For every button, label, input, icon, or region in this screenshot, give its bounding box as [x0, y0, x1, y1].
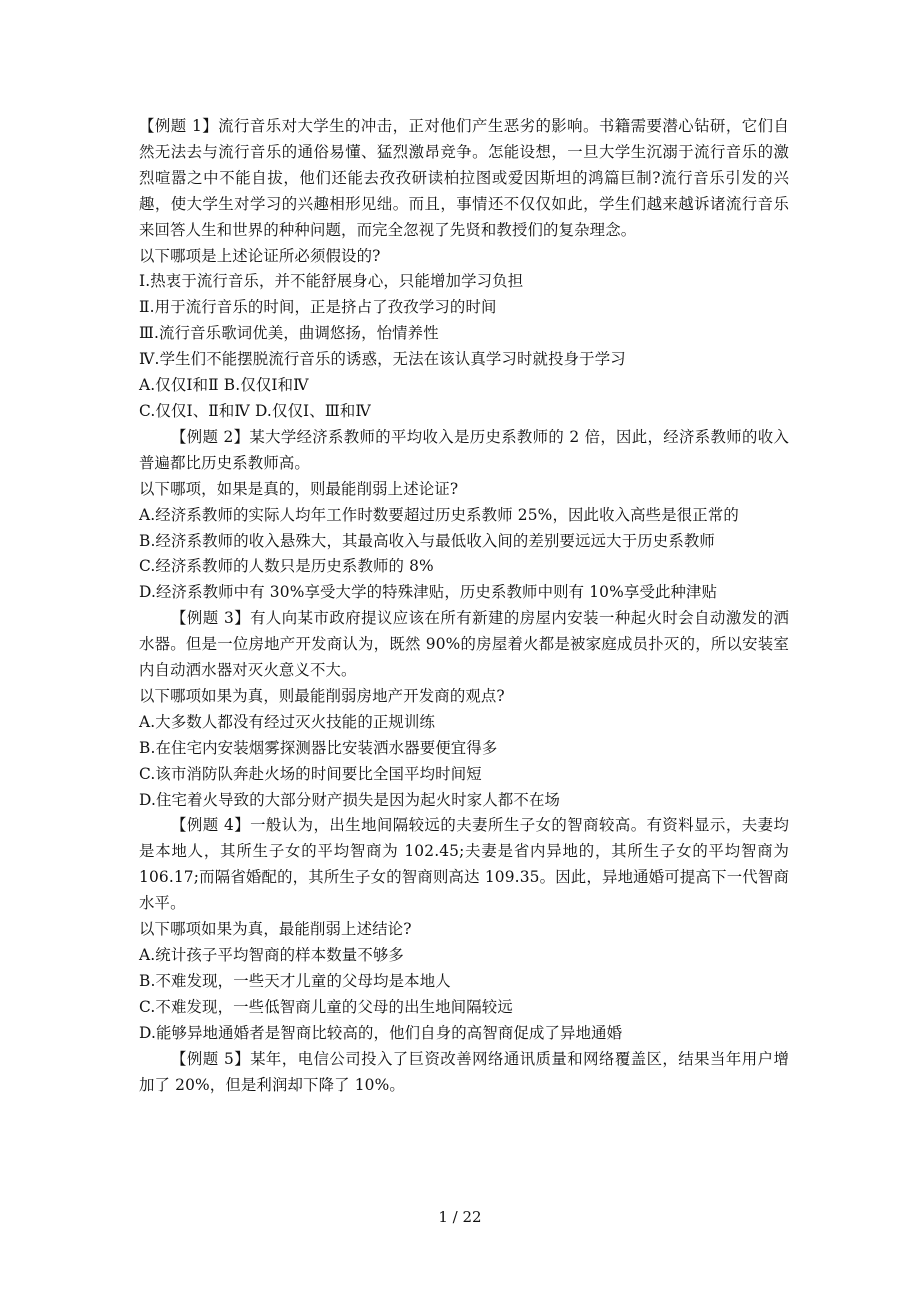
document-body: [139, 114, 789, 1098]
example-2-option-a: A.经济系教师的实际人均年工作时数要超过历史系教师 25%，因此收入高些是很正常的: [139, 505, 739, 524]
example-2-intro: 【例题 2】某大学经济系教师的平均收入是历史系教师的 2 倍，因此，经济系教师的收入普遍都比历史系教师高。: [139, 427, 789, 472]
example-4-question: 以下哪项如果为真，最能削弱上述结论?: [139, 920, 412, 939]
example-4-option-b: B.不难发现，一些天才儿童的父母均是本地人: [139, 971, 451, 990]
example-3-option-d: D.住宅着火导致的大部分财产损失是因为起火时家人都不在场: [139, 790, 561, 809]
example-2-question: 以下哪项，如果是真的，则最能削弱上述论证?: [139, 479, 459, 498]
example-3-option-a: A.大多数人都没有经过灭火技能的正规训练: [139, 712, 436, 731]
example-2-option-b: B.经济系教师的收入悬殊大，其最高收入与最低收入间的差别要远远大于历史系教师: [139, 531, 715, 550]
example-1-statement-4: Ⅳ.学生们不能摆脱流行音乐的诱惑，无法在该认真学习时就投身于学习: [139, 350, 626, 369]
example-1-statement-1: Ⅰ.热衷于流行音乐，并不能舒展身心，只能增加学习负担: [139, 272, 524, 291]
example-4-option-a: A.统计孩子平均智商的样本数量不够多: [139, 946, 404, 964]
example-2-option-c: C.经济系教师的人数只是历史系教师的 8%: [139, 557, 434, 576]
example-3-option-b: B.在住宅内安装烟雾探测器比安装洒水器要便宜得多: [139, 738, 498, 757]
example-4-option-c: C.不难发现，一些低智商儿童的父母的出生地间隔较远: [139, 997, 513, 1016]
example-2-option-d: D.经济系教师中有 30%享受大学的特殊津贴，历史系教师中则有 10%享受此种津贴: [139, 583, 718, 602]
example-1-options-cd: C.仅仅Ⅰ、Ⅱ和Ⅳ D.仅仅Ⅰ、Ⅲ和Ⅳ: [139, 401, 371, 420]
example-4-intro: 【例题 4】一般认为，出生地间隔较远的夫妻所生子女的智商较高。有资料显示，夫妻均是本地人，其所生子女的平均智商为 102.45;夫妻是省内异地的，其所生子女的平均智商为 106.17;而隔省婚配的，其所生子女的智商则高达 109.35。因此，异地通婚可提高下一代智商水平。: [139, 816, 789, 913]
example-1-question: 以下哪项是上述论证所必须假设的?: [139, 246, 381, 265]
example-1-statement-2: Ⅱ.用于流行音乐的时间，正是挤占了孜孜学习的时间: [139, 298, 497, 317]
example-5-intro: 【例题 5】某年，电信公司投入了巨资改善网络通讯质量和网络覆盖区，结果当年用户增加了 20%，但是利润却下降了 10%。: [139, 1049, 789, 1094]
example-1-options-ab: A.仅仅Ⅰ和Ⅱ B.仅仅Ⅰ和Ⅳ: [139, 376, 309, 395]
example-3-intro: 【例题 3】有人向某市政府提议应该在所有新建的房屋内安装一种起火时会自动激发的洒水器。但是一位房地产开发商认为，既然 90%的房屋着火都是被家庭成员扑灭的，所以安装室内自动洒水器对灭火意义不大。: [139, 609, 789, 680]
example-4-option-d: D.能够异地通婚者是智商比较高的，他们自身的高智商促成了异地通婚: [139, 1023, 623, 1042]
page-number: 1 / 22: [438, 1208, 482, 1226]
example-3-question: 以下哪项如果为真，则最能削弱房地产开发商的观点?: [139, 686, 505, 705]
example-1-statement-3: Ⅲ.流行音乐歌词优美，曲调悠扬，怡情养性: [139, 324, 439, 343]
example-3-option-c: C.该市消防队奔赴火场的时间要比全国平均时间短: [139, 764, 482, 783]
example-1-intro: 【例题 1】流行音乐对大学生的冲击，正对他们产生恶劣的影响。书籍需要潜心钻研，它们自然无法去与流行音乐的通俗易懂、猛烈激昂竞争。怎能设想，一旦大学生沉溺于流行音乐的激烈喧嚣之中不能自拔，他们还能去孜孜研读柏拉图或爱因斯坦的鸿篇巨制?流行音乐引发的兴趣，使大学生对学习的兴趣相形见绌。而且，事情还不仅仅如此，学生们越来越诉诸流行音乐来回答人生和世界的种种问题，而完全忽视了先贤和教授们的复杂理念。: [139, 117, 789, 239]
